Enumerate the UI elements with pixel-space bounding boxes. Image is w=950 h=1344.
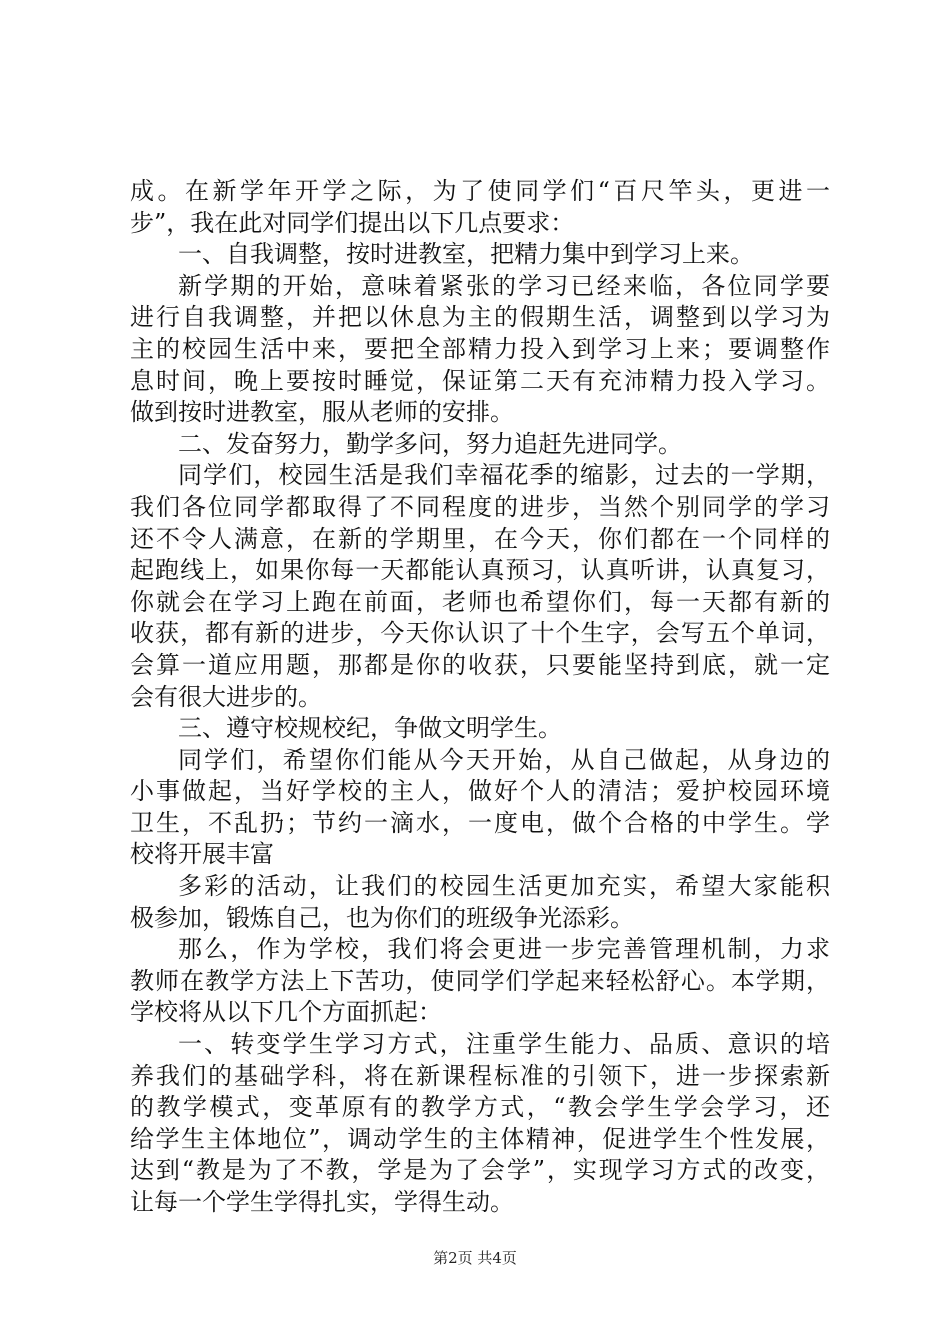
text-line: 进行自我调整，并把以休息为主的假期生活，调整到以学习为 [130, 303, 830, 332]
text-line: 一、转变学生学习方式，注重学生能力、品质、意识的培 [178, 1030, 830, 1059]
text-line: 成。在新学年开学之际，为了使同学们“百尺竿头，更进一 [130, 177, 830, 205]
text-line: 极参加，锻炼自己，也为你们的班级争光添彩。 [130, 903, 634, 932]
text-line: 小事做起，当好学校的主人，做好个人的清洁；爱护校园环境 [130, 777, 830, 806]
body-text [130, 176, 830, 1219]
text-line: 学校将从以下几个方面抓起： [130, 998, 442, 1027]
text-line: 卫生，不乱扔；节约一滴水，一度电，做个合格的中学生。学 [130, 808, 830, 837]
text-line: 一、自我调整，按时进教室，把精力集中到学习上来。 [178, 240, 754, 269]
text-line: 多彩的活动，让我们的校园生活更加充实，希望大家能积 [178, 872, 830, 901]
text-line: 还不令人满意，在新的学期里，在今天，你们都在一个同样的 [130, 524, 830, 553]
text-line: 校将开展丰富 [130, 840, 274, 869]
page-footer: 第2页 共4页 [433, 1249, 517, 1267]
text-line: 达到“教是为了不教，学是为了会学”，实现学习方式的改变， [130, 1156, 830, 1185]
text-line: 养我们的基础学科，将在新课程标准的引领下，进一步探索新 [130, 1061, 830, 1090]
text-line: 会算一道应用题，那都是你的收获，只要能坚持到底，就一定 [130, 650, 830, 679]
text-line: 做到按时进教室，服从老师的安排。 [130, 398, 514, 427]
text-line: 教师在教学方法上下苦功，使同学们学起来轻松舒心。本学期， [130, 966, 830, 995]
text-line: 的教学模式，变革原有的教学方式，“教会学生学会学习，还 [130, 1093, 830, 1122]
text-line: 三、遵守校规校纪，争做文明学生。 [178, 714, 562, 743]
text-line: 让每一个学生学得扎实，学得生动。 [130, 1188, 514, 1216]
text-line: 步”，我在此对同学们提出以下几点要求： [130, 208, 575, 237]
text-line: 息时间，晚上要按时睡觉，保证第二天有充沛精力投入学习。 [130, 366, 830, 395]
text-line: 会有很大进步的。 [130, 682, 322, 711]
text-line: 你就会在学习上跑在前面，老师也希望你们，每一天都有新的 [130, 587, 830, 616]
text-line: 同学们，希望你们能从今天开始，从自己做起，从身边的 [178, 745, 830, 774]
text-line: 那么，作为学校，我们将会更进一步完善管理机制，力求 [178, 935, 830, 964]
text-line: 起跑线上，如果你每一天都能认真预习，认真听讲，认真复习， [130, 556, 830, 585]
text-line: 我们各位同学都取得了不同程度的进步，当然个别同学的学习 [130, 492, 830, 521]
text-line: 同学们，校园生活是我们幸福花季的缩影，过去的一学期， [178, 461, 830, 490]
text-line: 主的校园生活中来，要把全部精力投入到学习上来；要调整作 [130, 334, 830, 363]
text-line: 新学期的开始，意味着紧张的学习已经来临，各位同学要 [178, 271, 830, 300]
text-line: 二、发奋努力，勤学多问，努力追赶先进同学。 [178, 429, 682, 458]
text-line: 收获，都有新的进步，今天你认识了十个生字，会写五个单词， [130, 619, 830, 648]
text-line: 给学生主体地位”，调动学生的主体精神，促进学生个性发展， [130, 1124, 830, 1153]
